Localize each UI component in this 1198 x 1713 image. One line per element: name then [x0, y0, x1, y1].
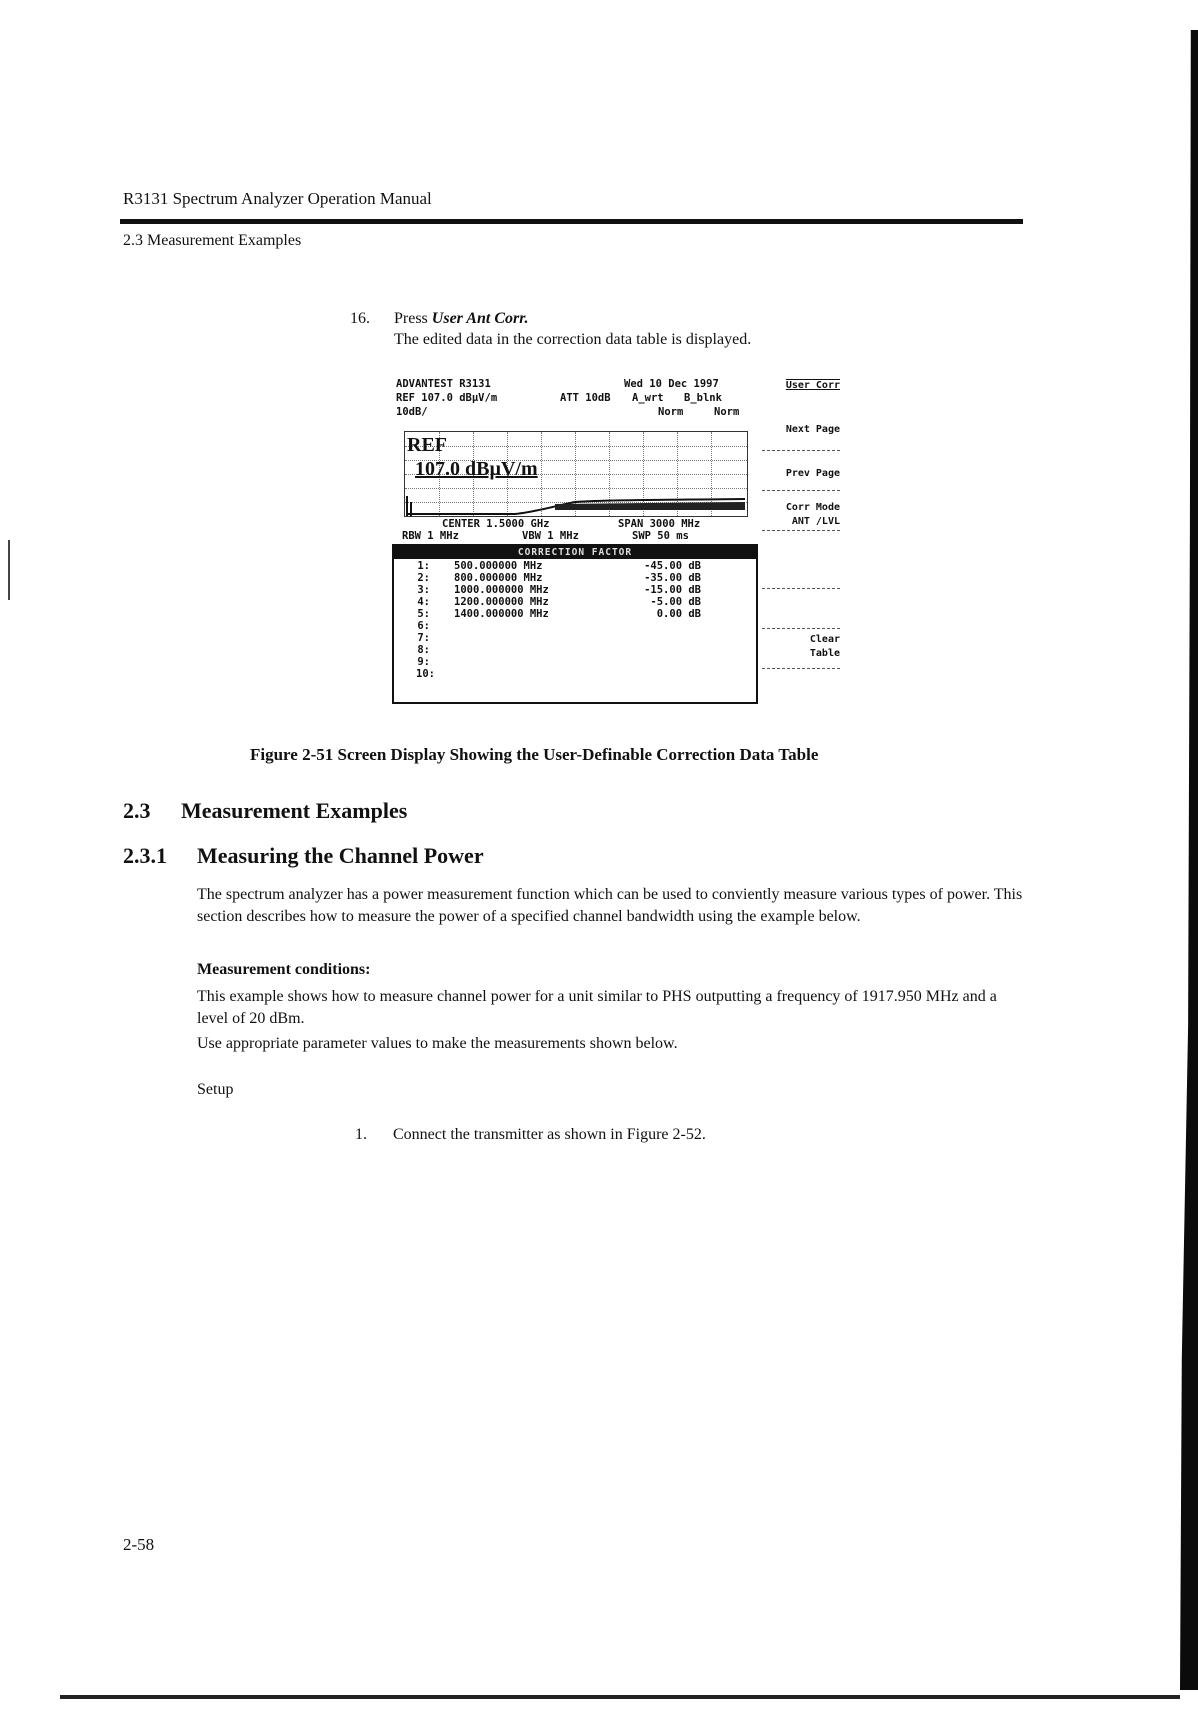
screen-ref-label-large: REF — [407, 434, 447, 456]
softkey-corr-mode[interactable]: Corr Mode — [785, 502, 840, 513]
step-1: 1. Connect the transmitter as shown in Figure 2-52. — [355, 1126, 706, 1143]
softkey-prev-page[interactable]: Prev Page — [785, 468, 840, 479]
screen-vbw: VBW 1 MHz — [522, 530, 579, 542]
screen-brand: ADVANTEST R3131 — [396, 378, 491, 390]
scan-edge-right — [1180, 30, 1198, 1690]
section-heading-2-3-1: 2.3.1 Measuring the Channel Power — [123, 843, 484, 868]
paragraph-conditions: This example shows how to measure channel power for a unit similar to PHS outputting a frequency of 1917.950 MHz and a level of 20 dBm. — [197, 988, 997, 1027]
screen-norm-2: Norm — [714, 406, 740, 418]
header-rule — [120, 219, 1023, 224]
scan-mark-left — [8, 540, 10, 600]
screen-ref-value-large: 107.0 dBµV/m — [415, 458, 538, 480]
screen-attenuation: ATT 10dB — [560, 392, 611, 404]
screen-ref-level: REF 107.0 dBµV/m — [396, 392, 498, 404]
screen-trace-a-mode: A_wrt — [632, 392, 664, 404]
screen-scale: 10dB/ — [396, 406, 428, 418]
softkey-table[interactable]: Table — [809, 648, 840, 659]
screen-span: SPAN 3000 MHz — [618, 518, 701, 530]
screen-center-freq: CENTER 1.5000 GHz — [442, 518, 550, 530]
softkey-next-page[interactable]: Next Page — [785, 424, 840, 435]
softkey-clear[interactable]: Clear — [809, 634, 840, 645]
softkey-corr-mode-selection: ANT /LVL — [791, 516, 840, 527]
measurement-conditions-heading: Measurement conditions: — [197, 961, 371, 978]
analyzer-screen-figure — [392, 378, 840, 718]
step-prefix: Press — [394, 310, 428, 327]
spectrum-trace — [405, 432, 747, 516]
running-header-section: 2.3 Measurement Examples — [123, 232, 302, 249]
scan-edge-bottom — [60, 1695, 1180, 1699]
softkey-menu-title: User Corr — [785, 380, 840, 391]
figure-caption: Figure 2-51 Screen Display Showing the User-Definable Correction Data Table — [250, 745, 819, 764]
screen-sweep-time: SWP 50 ms — [632, 530, 689, 542]
step-key-name: User Ant Corr. — [431, 310, 529, 327]
correction-table-title: CORRECTION FACTOR — [394, 546, 756, 559]
running-header-title: R3131 Spectrum Analyzer Operation Manual — [123, 189, 432, 208]
screen-norm-1: Norm — [658, 406, 684, 418]
setup-label: Setup — [197, 1081, 234, 1098]
correction-table: CORRECTION FACTOR 1: 500.000000 MHz -45.00 dB 2: 800.000000 MHz -35.00 dB 3: 1000.000000 MHz -15.00 dB 4: 1200.000000 MHz -5.00 dB 5: 1400.000000 MHz 0.00 dB 6: 7: 8: 9: 10: — [392, 544, 758, 704]
page-number: 2-58 — [123, 1535, 155, 1554]
screen-date: Wed 10 Dec 1997 — [624, 378, 719, 390]
paragraph-intro: The spectrum analyzer has a power measurement function which can be used to conviently measure various types of power. This section describes how to measure the power of a specified channel bandwidth using the example below. — [197, 886, 1023, 925]
screen-trace-b-mode: B_blnk — [684, 392, 722, 404]
spectrum-grid — [404, 431, 748, 517]
paragraph-parameters: Use appropriate parameter values to make the measurements shown below. — [197, 1035, 678, 1052]
screen-rbw: RBW 1 MHz — [402, 530, 459, 542]
step-16-description: The edited data in the correction data table is displayed. — [394, 331, 752, 348]
step-16 — [350, 308, 529, 330]
step-number: 16. — [350, 310, 370, 327]
section-heading-2-3: 2.3 Measurement Examples — [123, 798, 408, 823]
